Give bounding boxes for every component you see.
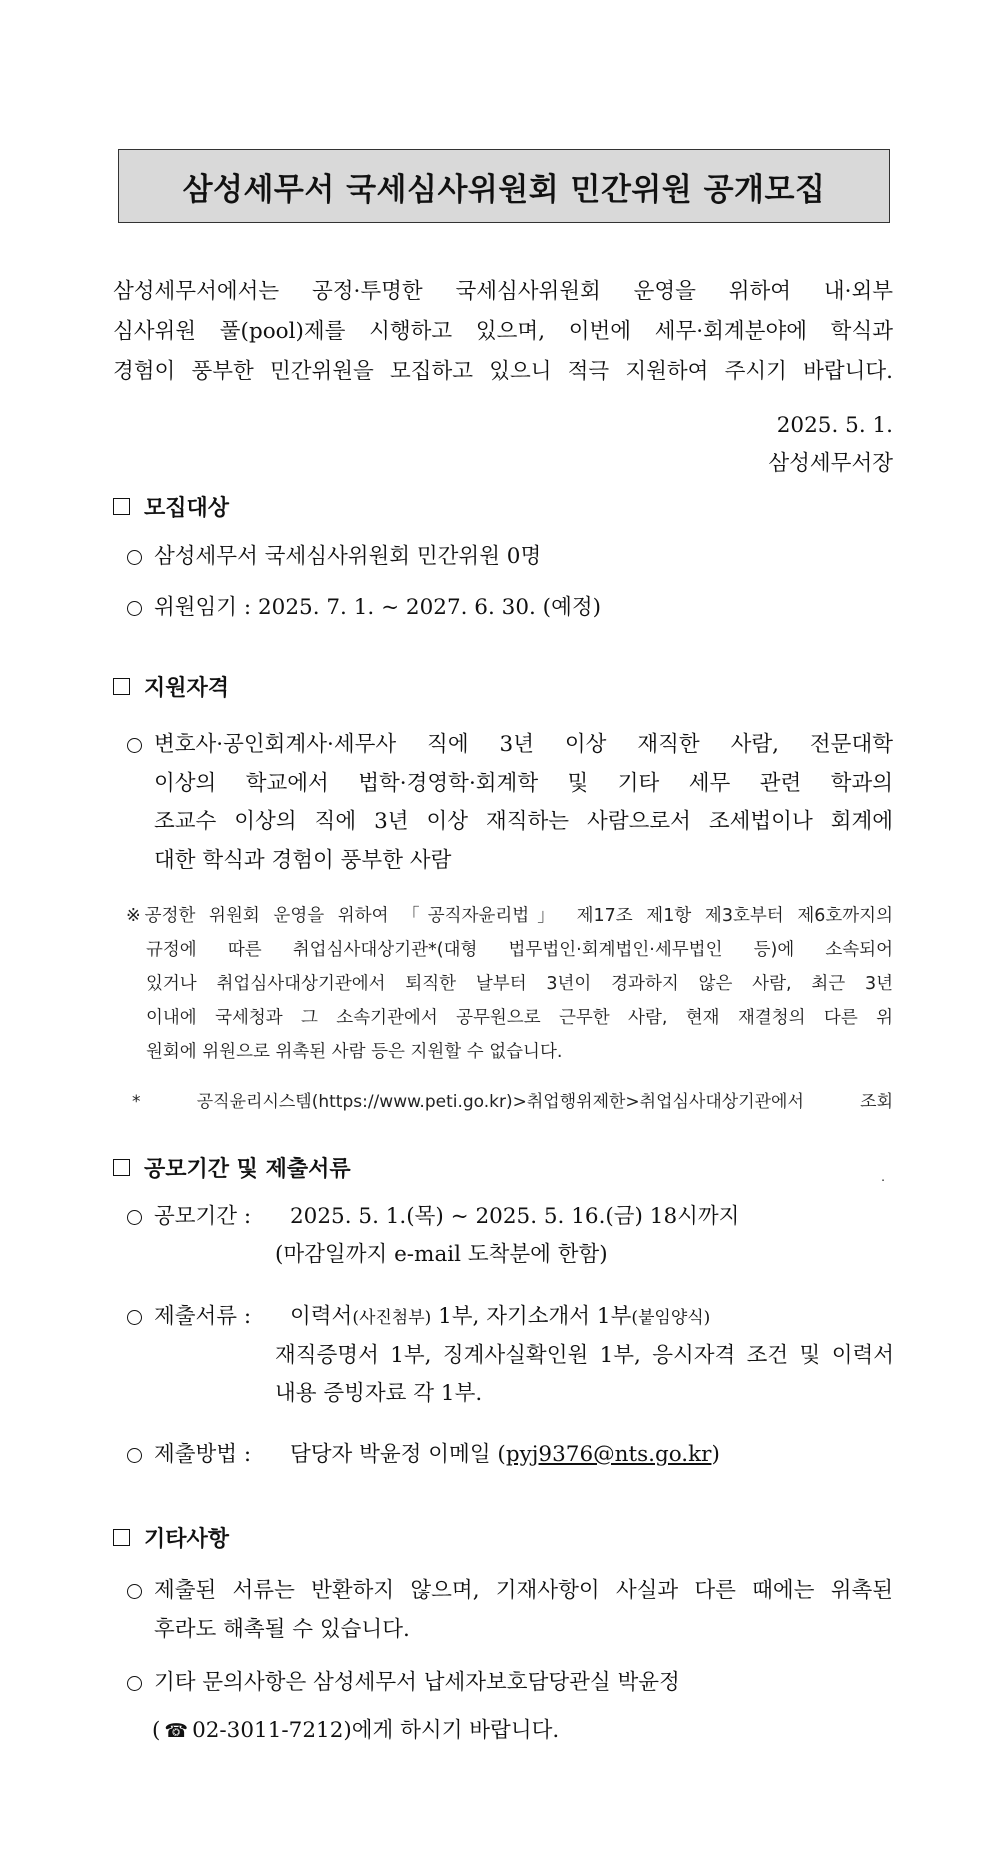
circle-bullet-icon	[127, 1310, 142, 1325]
section-heading-label: 공모기간 및 제출서류	[144, 1157, 351, 1182]
circle-bullet-icon	[127, 738, 142, 753]
qualification-paragraph	[127, 726, 893, 880]
source-note: * 공직윤리시스템(https://www.peti.go.kr)>취업행위제한>취업심사대상기관에서 조회	[132, 1092, 893, 1112]
paragraph-text: 제출된 서류는 반환하지 않으며, 기재사항이 사실과 다른 때에는 위촉된	[154, 1578, 893, 1603]
issuer: 삼성세무서장	[768, 451, 893, 476]
method-label: 제출방법 :	[154, 1442, 252, 1467]
documents-line: 재직증명서 1부, 징계사실확인원 1부, 응시자격 조건 및 이력서	[275, 1343, 894, 1368]
circle-bullet-icon	[127, 1676, 142, 1691]
note-line	[126, 899, 893, 933]
section-heading-etc	[113, 1522, 229, 1553]
documents-line	[290, 1298, 710, 1337]
telephone-icon: ☎	[164, 1720, 189, 1742]
list-item-text: 기타 문의사항은 삼성세무서 납세자보호담당관실 박윤정	[154, 1670, 680, 1695]
email-link[interactable]: pyj9376@nts.go.kr	[505, 1442, 712, 1467]
section-heading-label: 지원자격	[144, 676, 230, 701]
documents-small-text: (붙임양식)	[631, 1308, 711, 1328]
section-heading-label: 모집대상	[144, 496, 230, 521]
reference-mark: ※	[126, 906, 141, 926]
issue-date: 2025. 5. 1.	[776, 413, 893, 438]
circle-bullet-icon	[127, 1448, 142, 1463]
method-end: )	[711, 1442, 720, 1467]
circle-bullet-icon	[127, 550, 142, 565]
period-value: 2025. 5. 1.(목) ~ 2025. 5. 16.(금) 18시까지	[290, 1204, 740, 1229]
note-line: 이내에 국세청과 그 소속기관에서 공무원으로 근무한 사람, 현재 재결청의 다른 위	[146, 1008, 893, 1028]
circle-bullet-icon	[127, 601, 142, 616]
documents-label: 제출서류 :	[154, 1304, 252, 1329]
list-item-text: 삼성세무서 국세심사위원회 민간위원 0명	[154, 544, 542, 569]
stray-dot: .	[881, 1170, 885, 1184]
section-heading-label: 기타사항	[144, 1527, 230, 1552]
list-item	[127, 538, 541, 576]
etc-paragraph	[127, 1572, 893, 1649]
paragraph-line	[127, 1572, 893, 1611]
page-title: 삼성세무서 국세심사위원회 민간위원 공개모집	[118, 149, 890, 223]
circle-bullet-icon	[127, 1584, 142, 1599]
paragraph-line: 후라도 해촉될 수 있습니다.	[154, 1616, 410, 1642]
paragraph-text: 변호사·공인회계사·세무사 직에 3년 이상 재직한 사람, 전문대학	[154, 732, 893, 757]
section-heading-qualification	[113, 671, 229, 702]
list-item-text: 위원임기 : 2025. 7. 1. ~ 2027. 6. 30. (예정)	[154, 595, 601, 620]
note-line: 있거나 취업심사대상기관에서 퇴직한 날부터 3년이 경과하지 않은 사람, 최근 3년	[146, 974, 893, 994]
documents-text: 1부, 자기소개서 1부	[431, 1304, 632, 1329]
method-value: 담당자 박윤정 이메일 (	[290, 1442, 506, 1467]
contact-line	[152, 1712, 559, 1750]
contact-text: )에게 하시기 바랍니다.	[343, 1718, 560, 1743]
list-item	[127, 1664, 680, 1702]
note-text: 공정한 위원회 운영을 위하여 「공직자윤리법」 제17조 제1항 제3호부터 제6호까지의	[144, 906, 893, 926]
documents-item	[127, 1298, 894, 1413]
checkbox-square-icon	[113, 678, 130, 695]
paragraph-line: 대한 학식과 경험이 풍부한 사람	[154, 847, 452, 873]
intro-line: 삼성세무서에서는 공정·투명한 국세심사위원회 운영을 위하여 내·외부	[113, 279, 893, 304]
issue-block	[768, 406, 893, 482]
period-note: (마감일까지 e-mail 도착분에 한함)	[275, 1242, 608, 1267]
section-heading-recruit	[113, 491, 229, 522]
documents-small-text: (사진첨부)	[352, 1308, 432, 1328]
note-line: 규정에 따른 취업심사대상기관*(대형 법무법인·회계법인·세무법인 등)에 소속되어	[146, 940, 893, 960]
list-item	[127, 589, 601, 627]
paragraph-line: 조교수 이상의 직에 3년 이상 재직하는 사람으로서 조세법이나 회계에	[154, 809, 893, 834]
paragraph-line: 이상의 학교에서 법학·경영학·회계학 및 기타 세무 관련 학과의	[154, 770, 893, 796]
phone-number: 02-3011-7212	[192, 1718, 344, 1743]
intro-paragraph	[113, 272, 893, 392]
checkbox-square-icon	[113, 498, 130, 515]
period-item	[127, 1198, 739, 1274]
intro-line: 심사위원 풀(pool)제를 시행하고 있으며, 이번에 세무·회계분야에 학식과	[113, 319, 893, 344]
circle-bullet-icon	[127, 1210, 142, 1225]
intro-line: 경험이 풍부한 민간위원을 모집하고 있으니 적극 지원하여 주시기 바랍니다.	[113, 359, 893, 384]
checkbox-square-icon	[113, 1529, 130, 1546]
checkbox-square-icon	[113, 1159, 130, 1176]
restriction-note	[126, 899, 893, 1069]
documents-line: 내용 증빙자료 각 1부.	[275, 1381, 483, 1406]
method-item	[127, 1436, 720, 1474]
period-label: 공모기간 :	[154, 1204, 252, 1229]
section-heading-submission	[113, 1152, 351, 1183]
documents-text: 이력서	[290, 1304, 353, 1329]
paragraph-line	[127, 726, 893, 765]
note-line: 원회에 위원으로 위촉된 사람 등은 지원할 수 없습니다.	[146, 1042, 563, 1062]
paren-open: (	[152, 1718, 161, 1743]
